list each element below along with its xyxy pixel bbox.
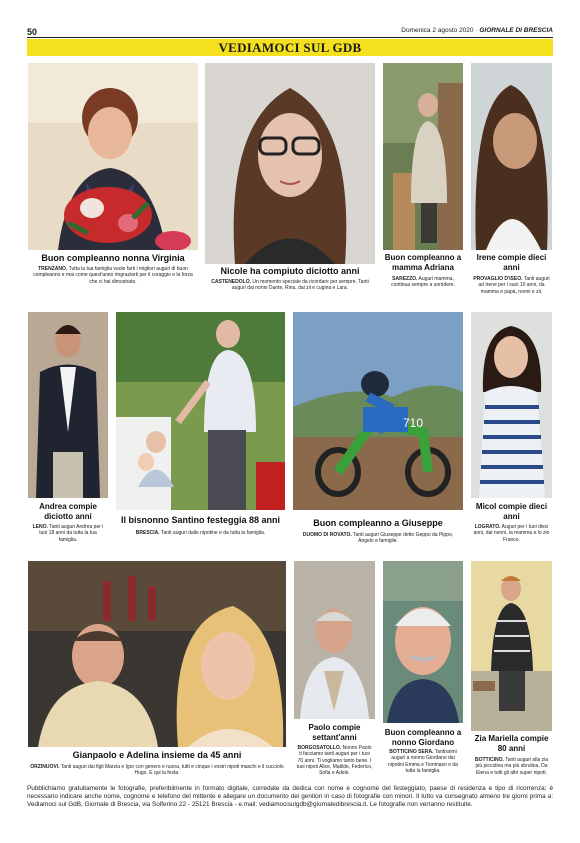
photo-virginia xyxy=(28,63,198,250)
photo-giuseppe xyxy=(293,312,463,510)
card-place: BORGOSATOLLO. xyxy=(297,745,342,751)
card-text: Tanti auguri dalle nipotine e da tutta la famiglia. xyxy=(160,530,266,536)
photo-gianpaolo-adelina xyxy=(28,561,286,747)
section-title: VEDIAMOCI SUL GDB xyxy=(218,39,362,55)
card-text: Tanti auguri dai figli Marzia e Igor con genero e nuora, tutti e cinque i vostri nipoti maschi e il cucciolo Hugo. E qui la festa. xyxy=(60,764,284,777)
card-adriana xyxy=(383,63,463,305)
card-mariella xyxy=(471,561,552,785)
card-text: Nonno Paolo ti facciamo tanti auguri per i tuoi 70 anni. Ti vogliamo tanto bene. I tuoi nipoti Alice, Matilde, Federico, Sofia e Adele. xyxy=(296,745,373,777)
newspaper-name: GIORNALE DI BRESCIA xyxy=(479,27,553,34)
card-text: Tanti auguri alla zia più piccolina ma più sbrulina, Da Elena e tutti gli altri super nipoti. xyxy=(475,757,548,776)
card-title: Buon compleanno nonna Virginia xyxy=(41,253,185,263)
card-title: Nicole ha compiuto diciotto anni xyxy=(220,266,360,276)
card-text: Tantissimi auguri a nonno Giordano dai nipotini Emma e Tommaso e da tutta la famiglia. xyxy=(388,749,458,774)
card-place: SAREZZO. xyxy=(392,276,418,282)
photo-santino xyxy=(116,312,285,510)
card-place: ORZINUOVI. xyxy=(30,764,60,770)
dateline-separator: · xyxy=(475,27,478,34)
card-paolo xyxy=(294,561,375,785)
photo-micol xyxy=(471,312,552,498)
card-caption xyxy=(118,530,283,536)
card-place: LOGRATO. xyxy=(474,524,501,530)
card-title: Buon compleanno a nonno Giordano xyxy=(384,728,462,747)
photo-irene xyxy=(471,63,552,250)
card-place: CASTENEDOLO. xyxy=(211,279,251,285)
card-caption xyxy=(385,749,461,774)
card-caption xyxy=(473,524,550,543)
submission-notice: Pubblichiamo gratuitamente le fotografie, preferibilmente in formato digitale, corredate da dedica con nome e cognome del festeggiato, paese di residenza e tipo di ricorrenza; è necessario indicare anche nome, cognome e telefono del mittente e allegare un documento dei genitori in caso di fotografie con minori. Il tutto va consegnato almeno tre giorni prima a: Vediamoci sul GdB, Giornale di Brescia, via Solferino 22 - 25121 Brescia - e.mail: vediamocisulgdb@giornaledibrescia.it. Le fotografie non verranno restituite. xyxy=(27,785,553,809)
photo-paolo xyxy=(294,561,375,719)
card-text: Tanti auguri Giuseppe detto Geppo da Pippo, Angelo e famiglie. xyxy=(353,532,454,545)
card-title: Il bisnonno Santino festeggia 88 anni xyxy=(120,515,281,525)
photo-giordano xyxy=(383,561,463,723)
card-title: Buon compleanno a mamma Adriana xyxy=(384,253,462,272)
card-title: Buon compleanno a Giuseppe xyxy=(313,518,443,528)
section-banner xyxy=(27,39,553,56)
card-caption xyxy=(30,764,284,777)
card-gianpaolo-adelina xyxy=(28,561,286,781)
card-place: TRENZANO. xyxy=(38,266,68,272)
card-title: Micol compie dieci anni xyxy=(475,502,548,521)
card-caption xyxy=(295,532,461,545)
card-text: Tutta la tua famiglia vuole farti i migliori auguri di buon compleanno e mai come quest'anno ringraziarti per il coraggio e la forza che ci hai dimostrato. xyxy=(33,266,193,285)
card-place: LENO. xyxy=(32,524,48,530)
photo-mariella xyxy=(471,561,552,731)
card-text: Tanti auguri ad Irene per i suoi 10 anni, da mamma e papà, nonni e zii. xyxy=(478,276,550,295)
card-place: BOTTICINO. xyxy=(474,757,504,763)
card-place: BOTTICINO SERA. xyxy=(389,749,434,755)
card-title: Zia Mariella compie 80 anni xyxy=(474,734,549,753)
card-caption xyxy=(30,524,106,543)
card-title: Paolo compie settant'anni xyxy=(308,723,361,742)
card-caption xyxy=(473,276,550,295)
card-virginia xyxy=(28,63,198,285)
card-micol xyxy=(471,312,552,552)
card-giuseppe xyxy=(293,312,463,550)
card-text: Auguri per i tuoi dieci anni, dai nonni, la mamma e lo zio Franco. xyxy=(473,524,550,543)
photo-adriana xyxy=(383,63,463,250)
card-caption xyxy=(207,279,373,292)
card-caption xyxy=(385,276,461,289)
card-andrea xyxy=(28,312,108,554)
card-nicole xyxy=(205,63,375,298)
card-place: BRESCIA. xyxy=(135,530,160,536)
issue-date: Domenica 2 agosto 2020 xyxy=(401,27,474,34)
photo-nicole xyxy=(205,63,375,264)
card-text: Un momento speciale da ricordare per sempre. Tanti auguri dai nonni Dante, Rina, dai zii e cugina e Lara. xyxy=(231,279,369,292)
card-title: Andrea compie diciotto anni xyxy=(39,502,97,521)
card-irene xyxy=(471,63,552,305)
card-caption xyxy=(296,745,373,776)
card-place: PROVAGLIO D'ISEO. xyxy=(473,276,523,282)
card-text: Tanti auguri Andrea per i tuoi 18 anni da tutta la tua famiglia. xyxy=(39,524,104,543)
card-title: Irene compie dieci anni xyxy=(476,253,547,272)
page-dateline xyxy=(401,27,553,34)
race-number: 710 xyxy=(403,416,424,430)
card-santino xyxy=(116,312,285,545)
card-place: DUOMO DI ROVATO. xyxy=(302,532,352,538)
card-title: Gianpaolo e Adelina insieme da 45 anni xyxy=(72,750,242,760)
header-rule xyxy=(27,37,553,38)
photo-andrea xyxy=(28,312,108,498)
card-giordano xyxy=(383,561,463,785)
card-caption xyxy=(473,757,550,776)
page-number: 50 xyxy=(27,27,38,37)
card-text: Auguri mamma, continua sempre a sorridere. xyxy=(391,276,455,289)
card-caption xyxy=(30,266,196,285)
